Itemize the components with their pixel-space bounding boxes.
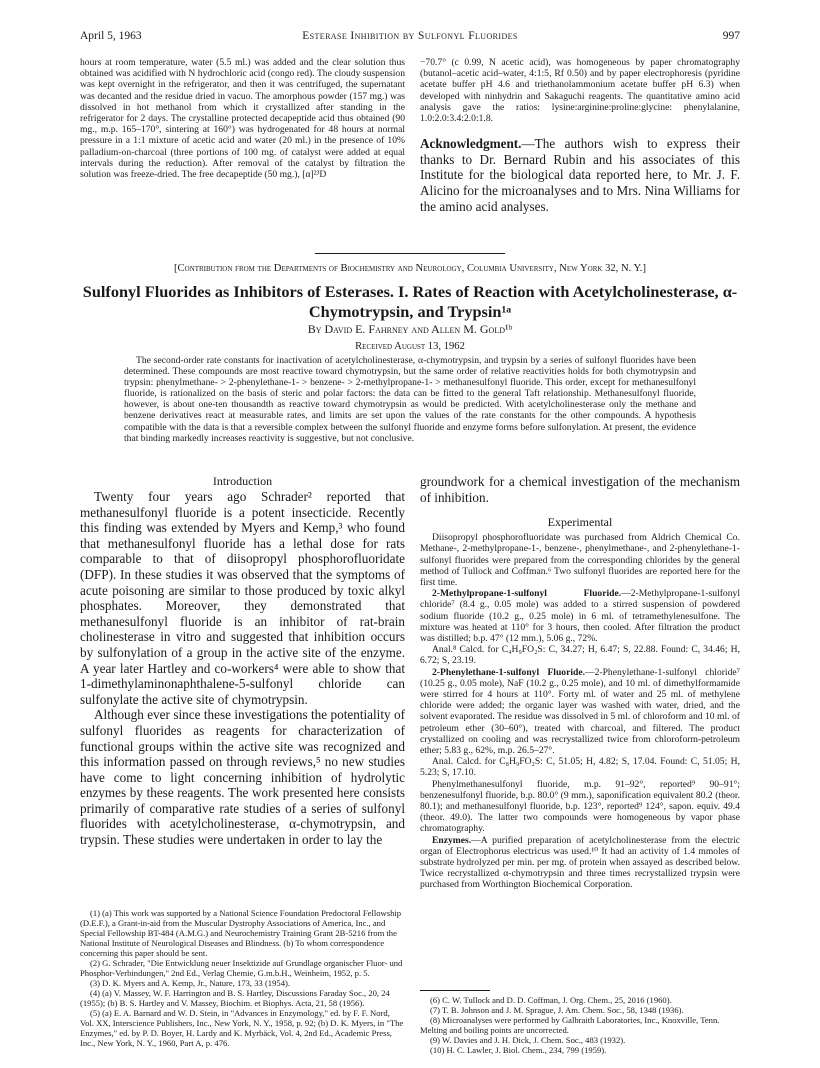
experimental-column: [420, 474, 740, 891]
introduction-heading: Introduction: [212, 474, 273, 488]
experimental-paragraph-phenylethane: [420, 667, 740, 757]
article-separator-rule: [315, 253, 505, 254]
footnote: (10) H. C. Lawler, J. Biol. Chem., 234, 799 (1959).: [430, 1045, 607, 1055]
previous-article-continuation-right: [420, 57, 740, 214]
footnote: (2) G. Schrader, "Die Entwicklung neuer Insektizide auf Grundlage organischer Fluor- und Phosphor-Verbindungen," 2nd Ed., Verlag Chemie, G.m.b.H., Weinheim, 1952, p. 5.: [80, 958, 403, 978]
footnote: (5) (a) E. A. Barnard and W. D. Stein, in "Advances in Enzymology," ed. by F. F. Nord, Vol. XX, Interscience Publishers, Inc., New York, N. Y., 1958, p. 92; (b) D. K. Myers, in "The Enzymes," ed. by P. D. Boyer, H. Lardy and K. Myrbäck, Vol. 4, 2nd Ed., Academic Press, Inc., New York, N. Y., 1960, Part A, p. 476.: [80, 1008, 404, 1048]
phenylethane-text: —2-Phenylethane-1-sulfonyl chloride⁷ (10.25 g., 0.05 mole), NaF (10.2 g., 0.25 mole), and 10 ml. of dimethylformamide were stirred for 4 hours at 110°. Forty ml. of water and 25 ml. of methylene chloride were added; the organic layer was washed with water, dried, and the solvent evaporated. The residue was dissolved in 5 ml. of chloroform and 10 ml. of petroleum ether (30–60°), treated with charcoal, and filtered. The product crystallized on cooling and was recrystallized twice from chloroform-petroleum ether; 5.83 g., 62%, m.p. 26.5–27°.: [420, 666, 740, 757]
experimental-paragraph-others: Phenylmethanesulfonyl fluoride, m.p. 91–92°, reported⁹ 90–91°; benzenesulfonyl fluoride, b.p. 80.0° (9 mm.), saponification equivalent 80.2 (theor. 80.1); and methanesulfonyl fluoride, b.p. 123°, reported⁹ 124°, sapon. equiv. 49.4 (theor. 49.0). The latter two compounds were homogeneous by vapor phase chromatography.: [420, 778, 740, 835]
footnote-separator: [420, 990, 490, 991]
acknowledgment-heading: Acknowledgment.: [420, 136, 522, 152]
footnote: (3) D. K. Myers and A. Kemp, Jr., Nature, 173, 33 (1954).: [90, 978, 291, 988]
abstract: The second-order rate constants for inactivation of acetylcholinesterase, α-chymotrypsin, and trypsin by a series of sulfonyl fluorides have been determined. These compounds are most reactive toward chymotrypsin, but the same order of relative reactivities holds for both chymotrypsin and trypsin: phenylmethane- > 2-phenylethane-1- > benzene- > 2-methylpropane-1- > methanesulfonyl fluoride. This order, except for methanesulfonyl fluoride, is rationalized on the basis of steric and polar factors: the data can be fitted to the general Taft relationship. Methanesulfonyl fluoride, however, is about one-ten thousandth as reactive toward chymotrypsin as would be predicted. With acetylcholinesterase only the methane and benzene derivatives react at measurable rates, and limits are set upon the values of the rate constants for the other compounds. A hypothesis compatible with the data is that a reversible complex between the sulfonyl fluoride and enzyme forms before sulfonylation. At present, the evidence that binding markedly increases reactivity is suggestive, but not conclusive.: [124, 355, 696, 444]
experimental-paragraph-enzymes: [420, 835, 740, 891]
contribution-line: [80, 263, 740, 274]
experimental-heading: Experimental: [547, 515, 613, 530]
footnote: (8) Microanalyses were performed by Galbraith Laboratories, Inc., Knoxville, Tenn. Melting and boiling points are uncorrected.: [420, 1015, 720, 1035]
article-authors: By David E. Fahrney and Allen M. Gold¹ᵇ: [307, 322, 513, 336]
footnote: (7) T. B. Johnson and J. M. Sprague, J. Am. Chem. Soc., 58, 1348 (1936).: [430, 1005, 684, 1015]
experimental-paragraph-materials: Diisopropyl phosphorofluoridate was purchased from Aldrich Chemical Co. Methane-, 2-methylpropane-1-, benzene-, phenylmethane-, and 2-phenylethane-1-sulfonyl fluorides were prepared from the corresponding chlorides by the general method of Tullock and Coffman.⁶ Two sulfonyl fluorides are reported here for the first time.: [420, 532, 740, 588]
previous-article-text: hours at room temperature, water (5.5 ml.) was added and the clear solution thus obtained was acidified with N hydrochloric acid (congo red). The cloudy suspension was kept overnight in the refrigerator, and then it was centrifuged, the supernatant was decanted and the residue dried in vacuo. The amorphous powder (157 mg.) was dissolved in hot methanol from which it crystallized after standing in the refrigerator for 2 days. The crystalline protected decapeptide acid thus obtained (90 mg., m.p. 165–170°, sintering at 160°) was hydrogenated for 48 hours at normal pressure in a 1:1 mixture of acetic acid and water (20 ml.) in the presence of 10% palladium-on-charcoal (three portions of 100 mg. of catalyst were added at equal intervals during the reduction). After removal of the catalyst by filtration the solution was freeze-dried. The free decapeptide (50 mg.), [α]²³D: [80, 57, 405, 181]
footnote: (4) (a) V. Massey, W. F. Harrington and B. S. Hartley, Discussions Faraday Soc., 20, 24 (1955); (b) B. S. Hartley and V. Massey, Biochim. et Biophys. Acta, 21, 58 (1956).: [80, 988, 390, 1008]
footnote: (9) W. Davies and J. H. Dick, J. Chem. Soc., 483 (1932).: [430, 1035, 626, 1045]
experimental-paragraph-methylpropane: [420, 588, 740, 644]
methylpropane-heading: 2-Methylpropane-1-sulfonyl Fluoride.: [432, 588, 622, 600]
footnote: (6) C. W. Tullock and D. D. Coffman, J. Org. Chem., 25, 2016 (1960).: [430, 995, 672, 1005]
header-page-number: 997: [722, 30, 740, 42]
previous-article-text-right: −70.7° (c 0.99, N acetic acid), was homogeneous by paper chromatography (butanol–acetic acid–water, 4:1:5, Rf 0.50) and by paper electrophoresis (pyridine acetate buffer pH 4.6 and triethanolammonium acetate buffer pH 6.3) when developed with ninhydrin and Sakaguchi reagents. The quantitative amino acid analysis gave the ratios: lysine:arginine:proline:glycine: phenylalanine, 1.0:2.0:3.4:2.0:1.8.: [420, 57, 740, 125]
methylpropane-text: —2-Methylpropane-1-sulfonyl chloride⁷ (8.4 g., 0.05 mole) was added to a stirred suspension of powdered sodium fluoride (10.2 g., 0.25 mole) in 6 ml. of tetramethylenesulfone. The mixture was heated at 110° for 3 hours, then cooled. After filtration the product was distilled; b.p. 47° (12 mm.), 5.06 g., 72%.: [420, 588, 740, 645]
introduction-section: [80, 474, 405, 848]
article-title: Sulfonyl Fluorides as Inhibitors of Esterases. I. Rates of Reaction with Acetylcholinesterase, α-Chymotrypsin, and Trypsin¹ᵃ: [82, 282, 738, 321]
enzymes-heading: Enzymes.: [432, 834, 472, 846]
introduction-paragraph-2: Although ever since these investigations the potentiality of sulfonyl fluorides as reagents for characterization of functional groups within the active site was recognized and this information passed on through reviews,⁵ no new studies have come to light concerning inhibition of hydrolytic enzymes by these reagents. The work presented here consists primarily of comparative rate studies of a series of sulfonyl fluorides with acetylcholinesterase, α-chymotrypsin, and trypsin. These studies were undertaken in order to lay the: [80, 707, 405, 848]
experimental-paragraph-anal-1: Anal.⁸ Calcd. for C₄H₉FO₂S: C, 34.27; H, 6.47; S, 22.88. Found: C, 34.46; H, 6.72; S, 23.19.: [420, 644, 740, 667]
experimental-paragraph-anal-2: Anal. Calcd. for C₈H₉FO₂S: C, 51.05; H, 4.82; S, 17.04. Found: C, 51.05; H, 5.23; S, 17.10.: [420, 756, 740, 779]
acknowledgment-text: —The authors wish to express their thanks to Dr. Bernard Rubin and his associates of this Institute for the biological data reported here, to Mr. J. F. Alicino for the microanalyses and to Mrs. Nina Williams for the amino acid analyses.: [420, 136, 740, 214]
footnote: (1) (a) This work was supported by a National Science Foundation Predoctoral Fellowship (D.E.F.), a Grant-in-aid from the Muscular Dystrophy Associations of America, Inc., and Special Fellowship BT-484 (A.M.G.) and Neurochemistry Training Grant 2B-5216 from the National Institute of Neurological Diseases and Blindness. (b) To whom correspondence concerning this paper should be sent.: [80, 908, 402, 958]
introduction-paragraph-1: Twenty four years ago Schrader² reported that methanesulfonyl fluoride is a potent insecticide. Recently this finding was extended by Myers and Kemp,³ who found that methanesulfonyl fluoride has a lethal dose for rats comparable to that of diisopropyl phosphorofluoridate (DFP). In these studies it was observed that the symptoms of acute poisoning are similar to those produced by toxic alkyl phosphates. Moreover, they demonstrated that methanesulfonyl fluoride is an inhibitor of rat-brain cholinesterase in vitro and suggested that inhibition occurs by sulfonylation of a group in the active site of the enzyme. A year later Hartley and co-workers⁴ were able to show that 1-dimethylaminonaphthalene-5-sulfonyl chloride can sulfonylate the active site of chymotrypsin.: [80, 489, 405, 707]
enzymes-text: —A purified preparation of acetylcholinesterase from the electric organ of Electrophorus electricus was used.¹⁰ It had an activity of 1.4 mmoles of substrate hydrolyzed per min. per mg. of protein when assayed as described below. Twice recrystallized α-chymotrypsin and three times recrystallized trypsin were purchased from Worthington Biochemical Corporation.: [420, 834, 740, 891]
phenylethane-heading: 2-Phenylethane-1-sulfonyl Fluoride.: [432, 666, 586, 678]
header-date: April 5, 1963: [80, 30, 142, 42]
introduction-continuation: groundwork for a chemical investigation of the mechanism of inhibition.: [420, 474, 740, 505]
running-header: [80, 30, 740, 46]
acknowledgment: [420, 136, 740, 214]
header-running-title: Esterase Inhibition by Sulfonyl Fluorides: [302, 30, 518, 42]
contribution-text: [Contribution from the Departments of Biochemistry and Neurology, Columbia University, New York 32, N. Y.]: [173, 263, 646, 274]
footnotes-left: [80, 908, 405, 1048]
footnotes-right: [420, 995, 740, 1055]
previous-article-continuation-left: [80, 57, 405, 180]
received-date: Received August 13, 1962: [355, 341, 465, 352]
